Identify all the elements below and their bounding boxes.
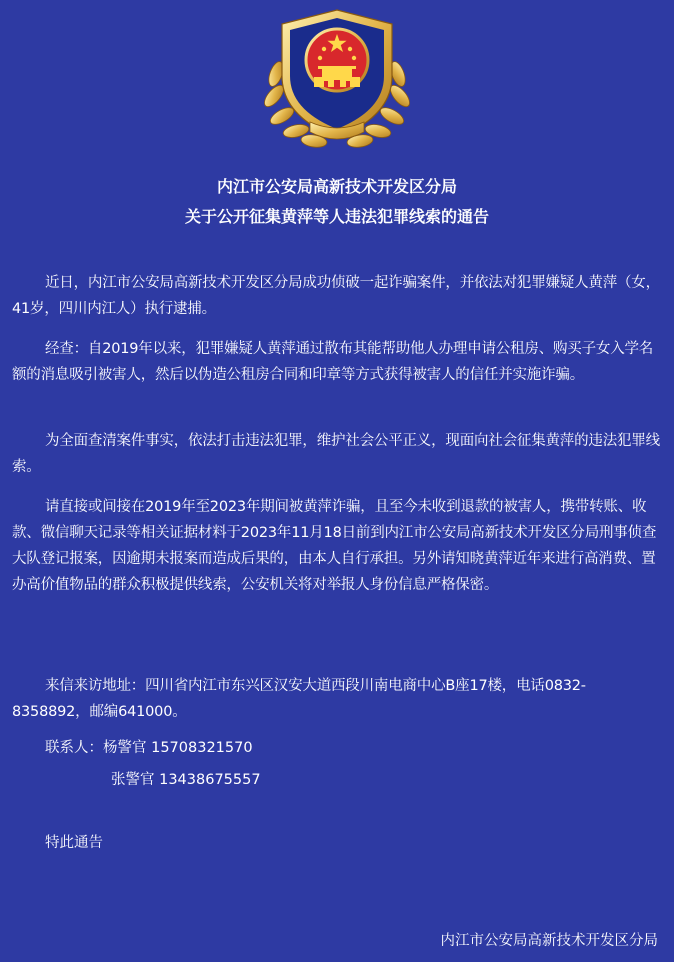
signature: 内江市公安局高新技术开发区分局	[440, 933, 658, 949]
page-title-line1: 内江市公安局高新技术开发区分局	[216, 177, 457, 196]
contact-line-1: 联系人：杨警官 15708321570	[45, 740, 253, 756]
police-emblem-icon	[252, 4, 422, 162]
paragraph-call-for-victims: 请直接或间接在2019年至2023年期间被黄萍诈骗，且至今未收到退款的被害人，携带转账、收款、微信聊天记录等相关证据材料于2023年11月18日前到内江市公安局高新技术开发区分局刑事侦查大队登记报案，因逾期未报案而造成后果的，由本人自行承担。另外请知晓黄萍近年来进行高消费、置办高价值物品的群众积极提供线索，公安机关将对举报人身份信息严格保密。	[12, 499, 657, 593]
paragraph-purpose: 为全面查清案件事实，依法打击违法犯罪，维护社会公平正义，现面向社会征集黄萍的违法犯罪线索。	[12, 433, 660, 475]
contact-line-2: 张警官 13438675557	[111, 772, 261, 788]
paragraph-case-summary: 近日，内江市公安局高新技术开发区分局成功侦破一起诈骗案件，并依法对犯罪嫌疑人黄萍（女，41岁，四川内江人）执行逮捕。	[12, 275, 660, 317]
closing-text: 特此通告	[45, 835, 103, 851]
page-title-line2: 关于公开征集黄萍等人违法犯罪线索的通告	[184, 207, 489, 226]
paragraph-investigation: 经查：自2019年以来，犯罪嫌疑人黄萍通过散布其能帮助他人办理申请公租房、购买子女入学名额的消息吸引被害人，然后以伪造公租房合同和印章等方式获得被害人的信任并实施诈骗。	[12, 341, 654, 383]
paragraph-address: 来信来访地址：四川省内江市东兴区汉安大道西段川南电商中心B座17楼，电话0832-8358892，邮编641000。	[12, 678, 586, 720]
